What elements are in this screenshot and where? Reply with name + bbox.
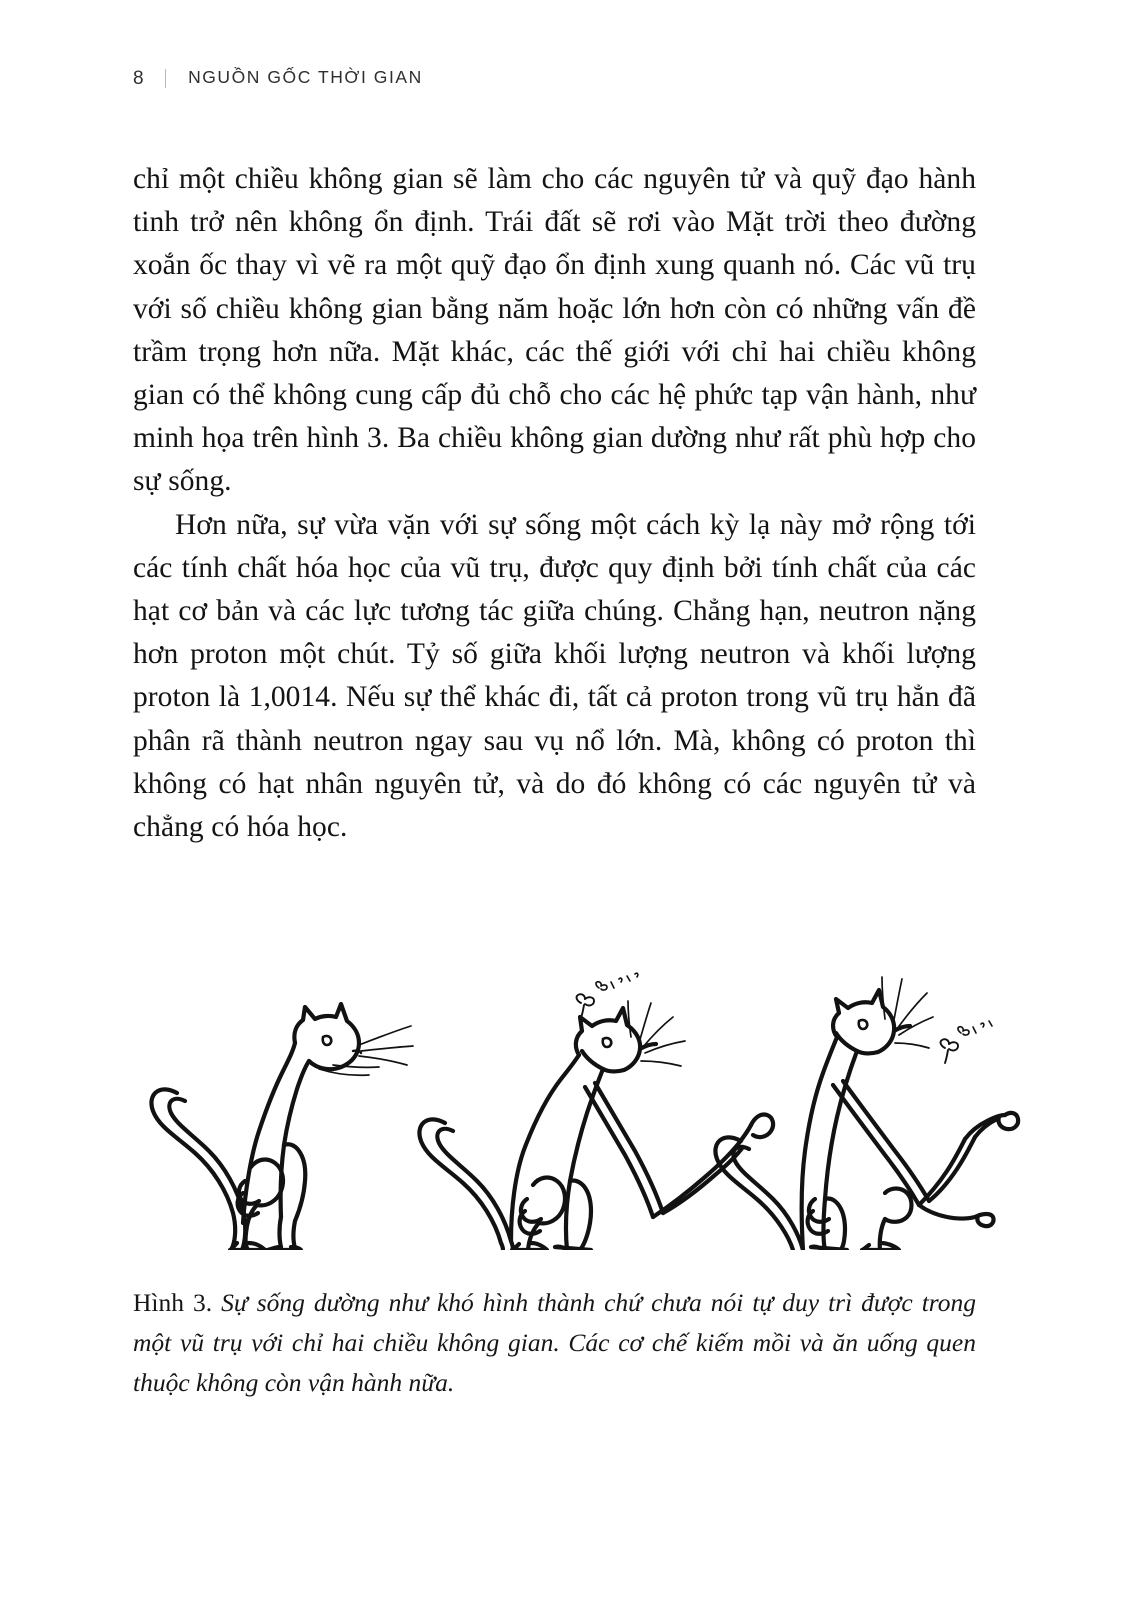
cat-1 <box>151 1004 413 1250</box>
figure-illustration <box>133 955 1023 1250</box>
fly-cat-3 <box>941 1021 992 1063</box>
figure-caption <box>133 1283 976 1403</box>
figure-label: Hình 3. <box>133 1288 213 1317</box>
paragraph-1: chỉ một chiều không gian sẽ làm cho các nguyên tử và quỹ đạo hành tinh trở nên không ổn định. Trái đất sẽ rơi vào Mặt trời theo đường xoắn ốc thay vì vẽ ra một quỹ đạo ổn định xung quanh nó. Các vũ trụ với số chiều không gian bằng năm hoặc lớn hơn còn có những vấn đề trầm trọng hơn nữa. Mặt khác, các thế giới với chỉ hai chiều không gian có thể không cung cấp đủ chỗ cho các hệ phức tạp vận hành, như minh họa trên hình 3. Ba chiều không gian dường như rất phù hợp cho sự sống. <box>133 163 976 498</box>
running-header <box>133 62 423 94</box>
figure-caption-text: Sự sống dường như khó hình thành chứ chưa nói tự duy trì được trong một vũ trụ với chỉ hai chiều không gian. Các cơ chế kiếm mồi và ăn uống quen thuộc không còn vận hành nữa. <box>133 1288 977 1397</box>
header-divider <box>165 69 166 88</box>
body-text-column <box>133 158 976 849</box>
book-title: NGUỒN GỐC THỜI GIAN <box>188 67 423 88</box>
paragraph-2: Hơn nữa, sự vừa vặn với sự sống một cách kỳ lạ này mở rộng tới các tính chất hóa học của vũ trụ, được quy định bởi tính chất của các hạt cơ bản và các lực tương tác giữa chúng. Chẳng hạn, neutron nặng hơn proton một chút. Tỷ số giữa khối lượng neutron và khối lượng proton là 1,0014. Nếu sự thể khác đi, tất cả proton trong vũ trụ hẳn đã phân rã thành neutron ngay sau vụ nổ lớn. Mà, không có proton thì không có hạt nhân nguyên tử, và do đó không có các nguyên tử và chẳng có hóa học. <box>133 508 976 844</box>
page-number: 8 <box>133 67 145 89</box>
cat-2 <box>419 1001 773 1250</box>
